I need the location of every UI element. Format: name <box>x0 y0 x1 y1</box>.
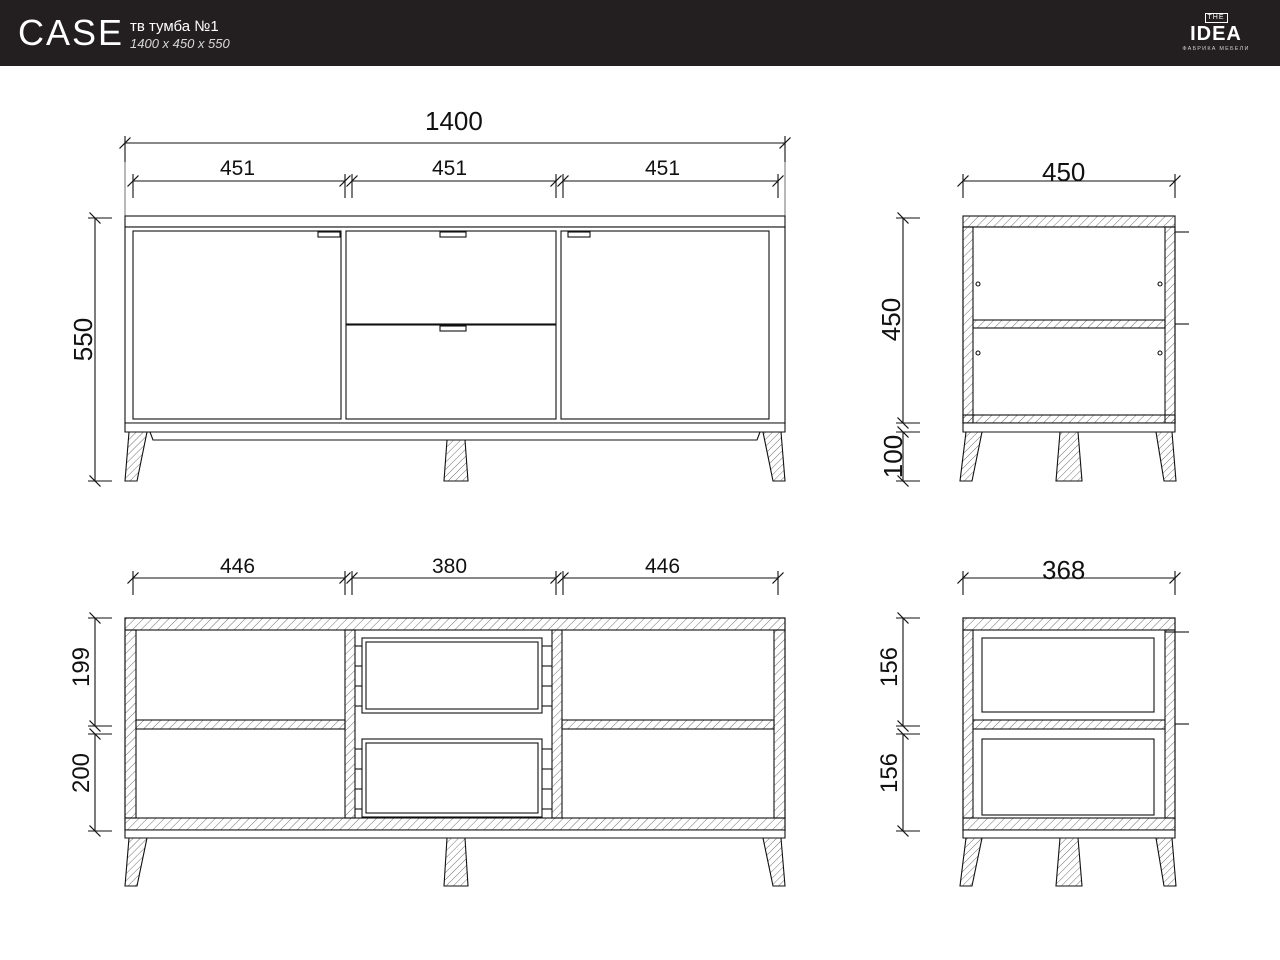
leg-side-section-right <box>1156 838 1176 886</box>
drawing-sheet <box>0 66 1280 960</box>
dim-front-bay-1: 451 <box>220 157 256 180</box>
page-title: CASE <box>18 12 125 53</box>
dim-front-overall-height: 550 <box>68 317 99 362</box>
view-side-elevation <box>896 174 1189 481</box>
view-front-section <box>88 571 785 886</box>
leg-side-section-left <box>960 838 982 886</box>
dim-side-section-lower: 156 <box>876 752 904 794</box>
dim-side-body-height: 450 <box>876 297 907 342</box>
dim-front-bay-2: 451 <box>432 157 468 180</box>
handle-drawer-lower <box>440 326 466 331</box>
leg-front-right <box>763 432 785 481</box>
dim-section-bay-2: 380 <box>432 555 468 578</box>
leg-section-right <box>763 838 785 886</box>
leg-section-left <box>125 838 147 886</box>
logo-caption-text: ФАБРИКА МЕБЕЛИ <box>1182 46 1250 52</box>
handle-drawer-upper <box>440 232 466 237</box>
view-side-section <box>896 571 1189 886</box>
leg-side-left <box>960 432 982 481</box>
technical-drawing <box>0 66 1280 960</box>
leg-side-section-center <box>1056 838 1082 886</box>
leg-front-left <box>125 432 147 481</box>
handle-right-door <box>568 232 590 237</box>
dim-side-leg-height: 100 <box>878 434 909 479</box>
dim-section-lower-height: 200 <box>68 752 96 794</box>
dim-side-section-upper: 156 <box>876 646 904 688</box>
dim-front-bay-3: 451 <box>645 157 681 180</box>
brand-logo <box>1172 11 1260 55</box>
view-front-elevation <box>88 136 785 481</box>
dim-section-bay-1: 446 <box>220 555 256 578</box>
title-bar <box>0 0 1280 66</box>
dim-section-upper-height: 199 <box>68 646 96 688</box>
leg-front-center <box>444 440 468 481</box>
dim-front-overall-width: 1400 <box>425 106 483 136</box>
dim-side-section-depth: 368 <box>1042 555 1086 585</box>
leg-section-center <box>444 838 468 886</box>
logo-the-text: THE <box>1205 13 1228 23</box>
leg-side-center <box>1056 432 1082 481</box>
logo-idea-text: IDEA <box>1190 23 1242 45</box>
handle-left-door <box>318 232 340 237</box>
leg-side-right <box>1156 432 1176 481</box>
dim-section-bay-3: 446 <box>645 555 681 578</box>
dim-side-depth: 450 <box>1042 157 1086 187</box>
product-dimensions: 1400 x 450 x 550 <box>130 36 230 51</box>
product-name: тв тумба №1 <box>130 18 219 35</box>
